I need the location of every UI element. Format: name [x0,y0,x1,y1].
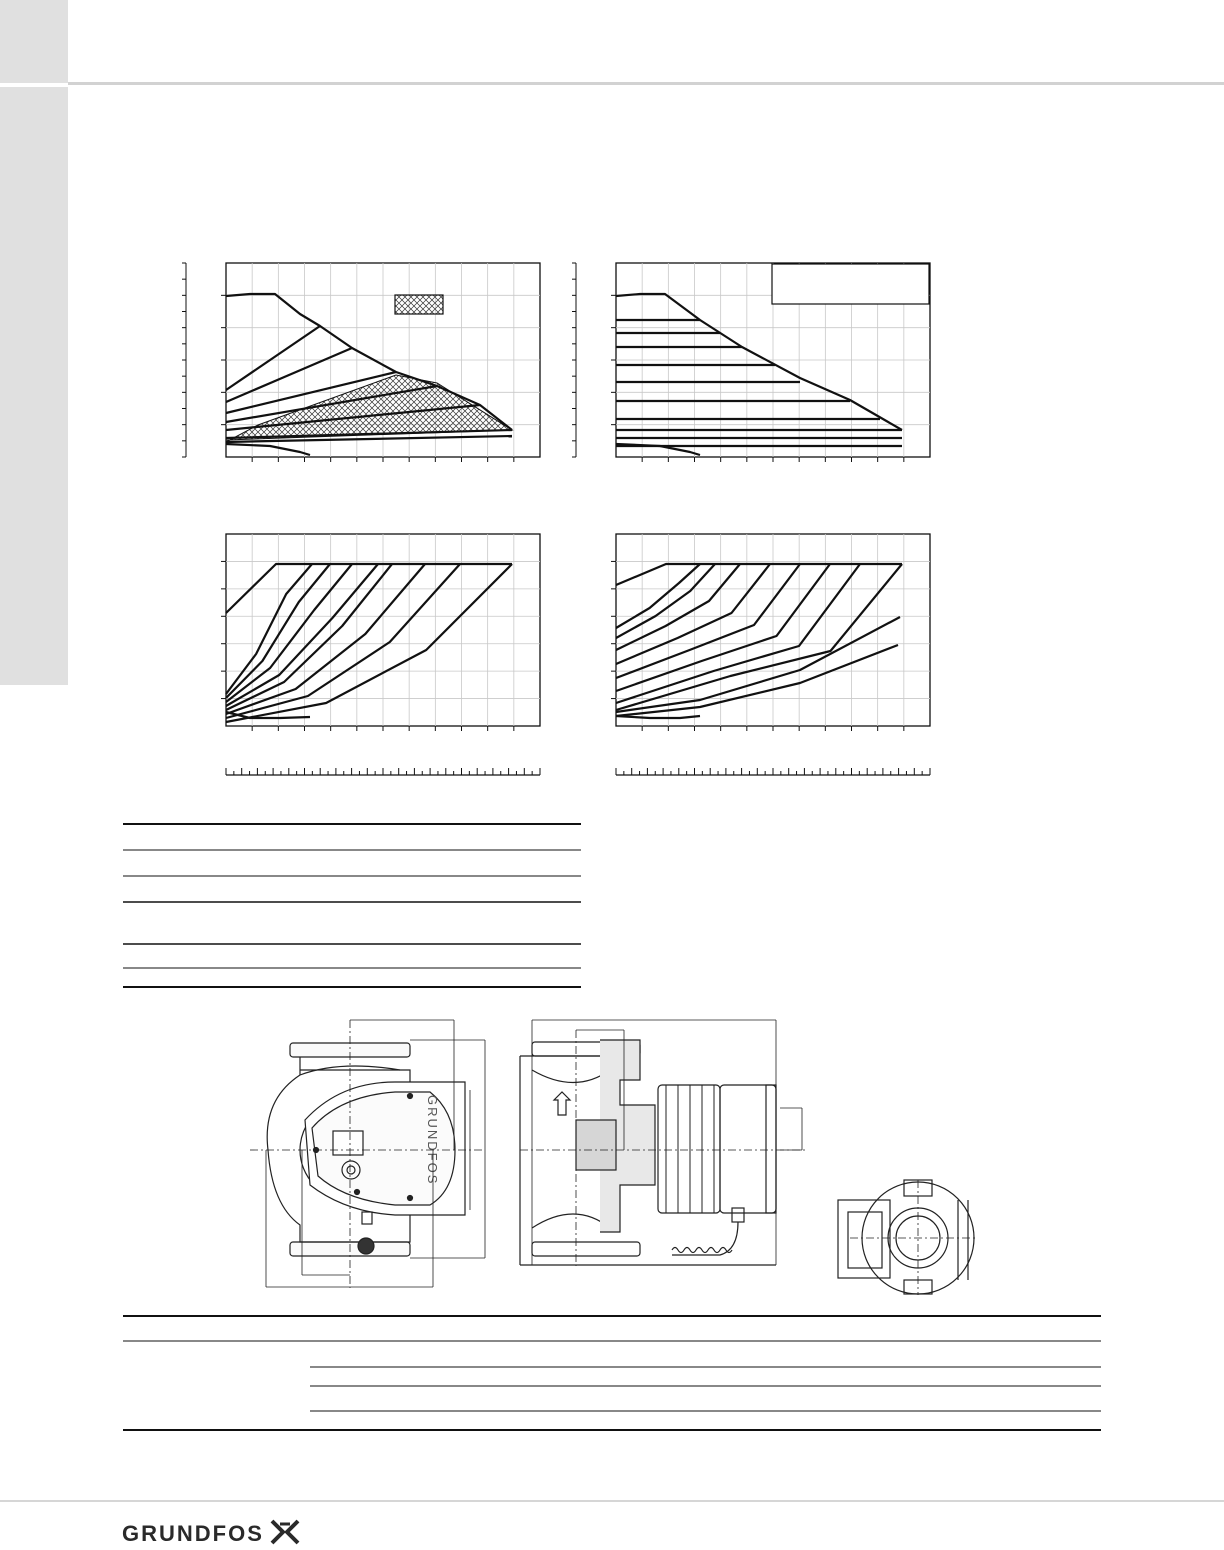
footer-logo [122,1518,300,1550]
pump-front-view [250,1020,485,1288]
pump-port-detail-view [838,1180,975,1295]
brand-wordmark: GRUNDFOS [122,1521,264,1546]
drawing-brand-text: GRUNDFOS [425,1095,440,1186]
pump-side-section-view [520,1020,805,1266]
grundfos-x-icon [270,1519,300,1550]
